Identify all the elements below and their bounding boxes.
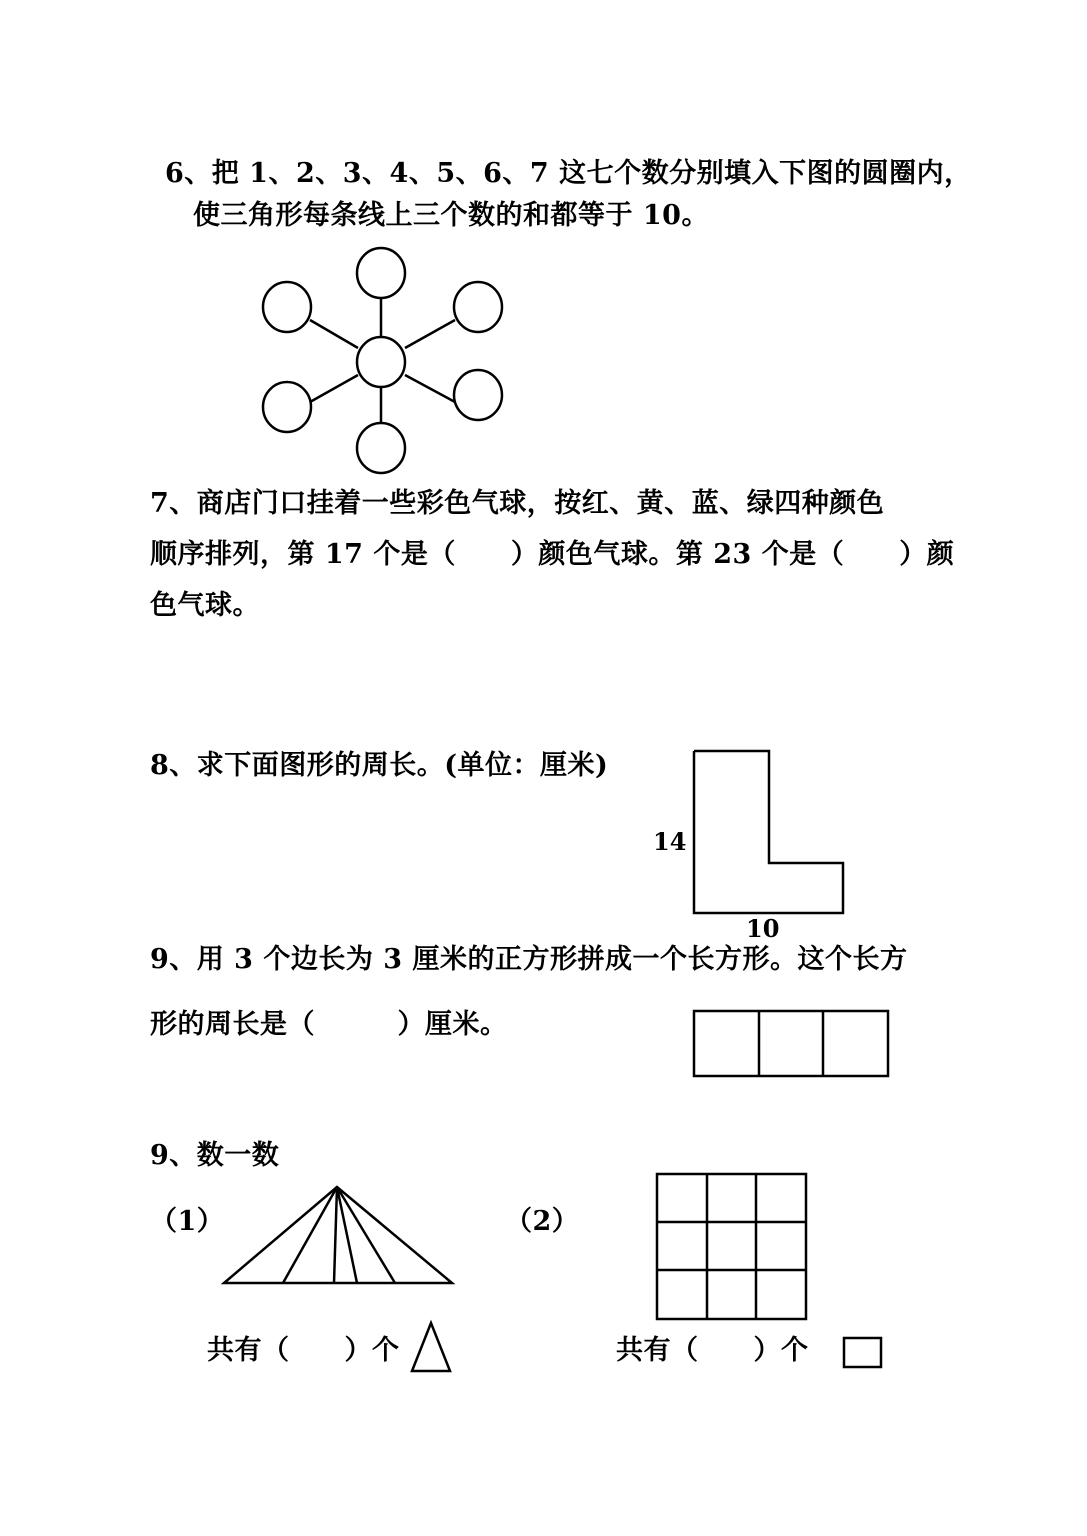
q9b-answer1: 共有（ ）个 [207,1335,400,1366]
connector-lines [310,298,455,423]
q9a-line2: 形的周长是（ ）厘米。 [150,1009,508,1040]
bottom-circle[interactable] [357,423,405,473]
upper-right-circle[interactable] [454,282,502,332]
q6-line1: 6、把 1、2、3、4、5、6、7 这七个数分别填入下图的圆圈内， [165,158,972,189]
fan-triangle-figure [215,1180,465,1290]
q9b-part2-label: （2） [505,1206,580,1237]
three-squares-figure [680,1000,900,1090]
lower-left-circle[interactable] [263,382,311,432]
square-icon [838,1332,888,1374]
q9b-part1-label: （1） [150,1206,225,1237]
q6-line2: 使三角形每条线上三个数的和都等于 10。 [193,200,709,231]
lower-right-circle[interactable] [454,370,502,420]
q8-text: 8、求下面图形的周长。(单位：厘米) [150,750,609,781]
triangle-icon [405,1318,455,1376]
upper-left-circle[interactable] [263,282,311,332]
q7-line1: 7、商店门口挂着一些彩色气球，按红、黄、蓝、绿四种颜色 [150,488,885,519]
grid-3x3-figure [645,1165,820,1330]
q8-width-label: 10 [746,914,780,943]
circle-star-diagram [255,240,515,480]
q7-line2: 顺序排列，第 17 个是（ ）颜色气球。第 23 个是（ ）颜 [150,539,955,570]
q9a-line1: 9、用 3 个边长为 3 厘米的正方形拼成一个长方形。这个长方 [150,944,908,975]
l-shape-figure [680,740,860,930]
q8-height-label: 14 [653,827,687,856]
center-circle[interactable] [357,337,405,387]
q9b-title: 9、数一数 [150,1140,280,1171]
top-circle[interactable] [357,248,405,298]
q9b-answer2: 共有（ ）个 [616,1335,809,1366]
q7-line3: 色气球。 [150,590,260,621]
